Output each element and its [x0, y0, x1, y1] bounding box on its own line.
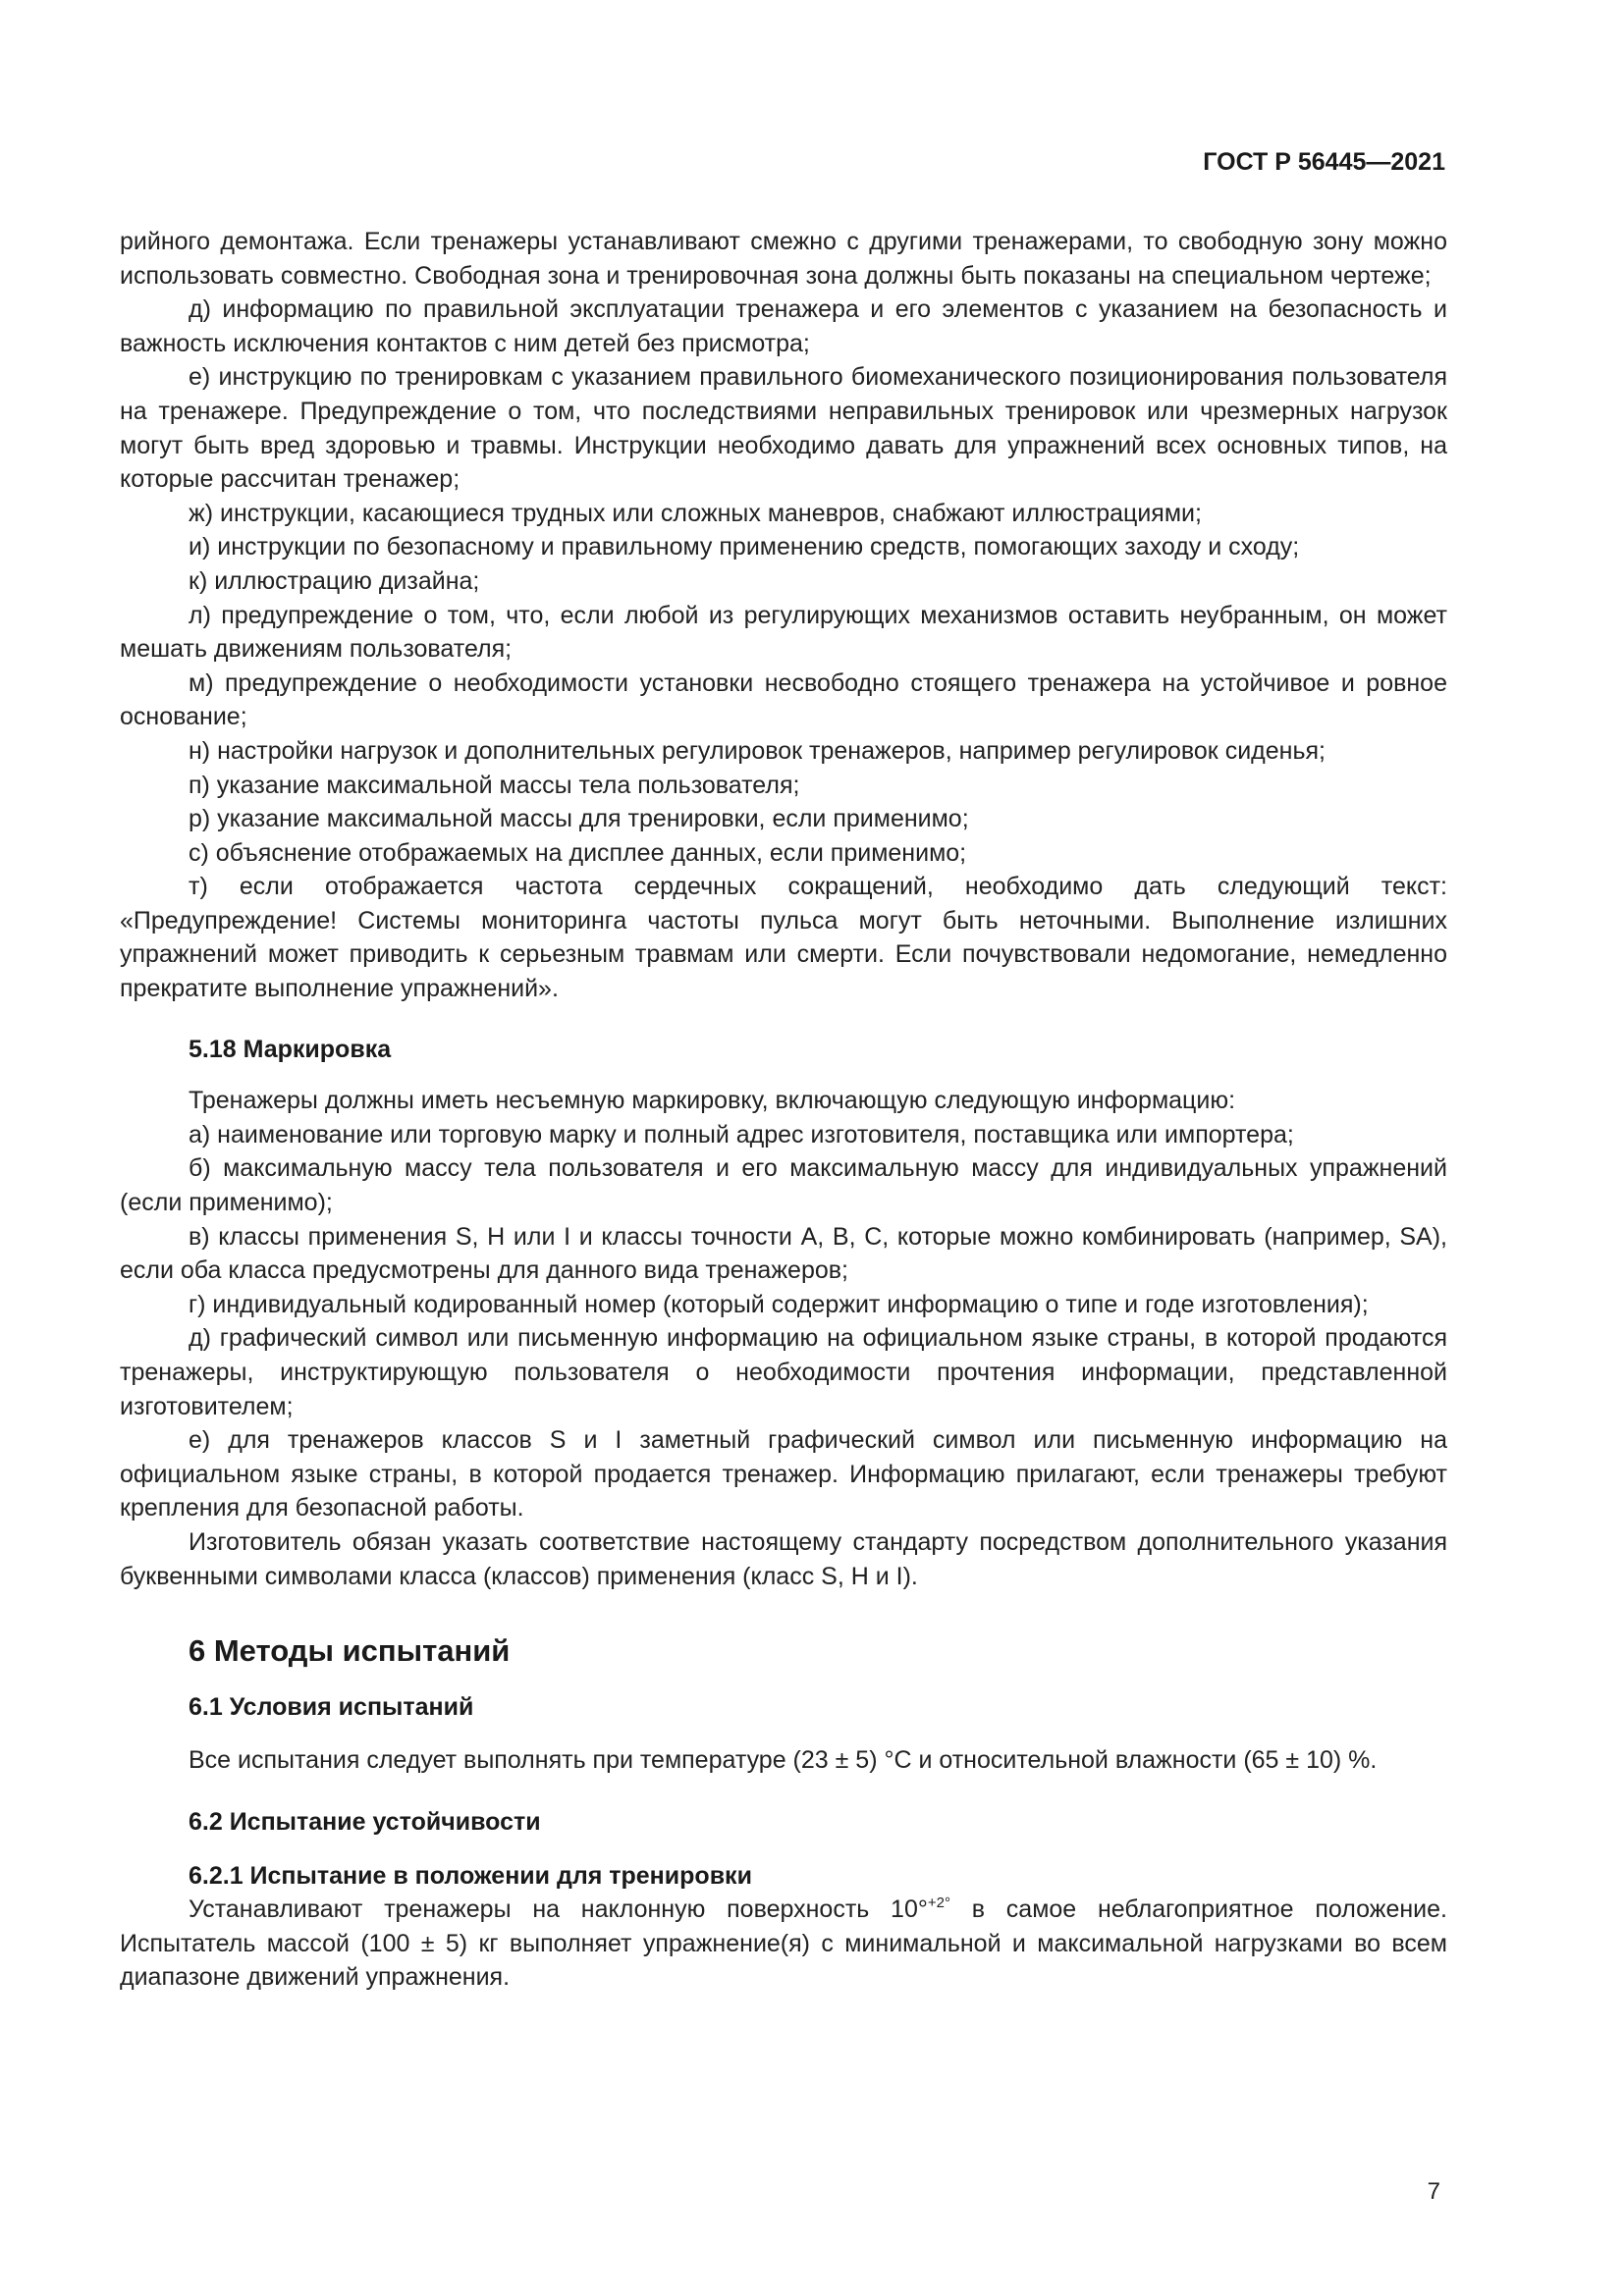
paragraph: в) классы применения S, H или I и классы точности A, B, C, которые можно комбинировать (например, SA), если оба класса предусмотрены для данного вида тренажеров; [120, 1222, 1447, 1285]
paragraph: г) индивидуальный кодированный номер (который содержит информацию о типе и годе изготовления); [189, 1290, 1369, 1318]
paragraph: Тренажеры должны иметь несъемную маркировку, включающую следующую информацию: [189, 1087, 1236, 1115]
paragraph: е) для тренажеров классов S и I заметный графический символ или письменную информацию на официальном языке страны, в которой продается тренажер. Информацию прилагают, если тренажеры требуют крепления для безопасной работы. [120, 1426, 1447, 1522]
section-6-2-heading: 6.2 Испытание устойчивости [189, 1807, 541, 1836]
paragraph: с) объяснение отображаемых на дисплее данных, если применимо; [189, 838, 967, 867]
paragraph: рийного демонтажа. Если тренажеры устанавливают смежно с другими тренажерами, то свободную зону можно использовать совместно. Свободная зона и тренировочная зона должны быть показаны на специальном чертеже; [120, 228, 1447, 290]
top-paragraphs [120, 225, 1447, 1006]
section-5-18-heading: 5.18 Маркировка [189, 1035, 392, 1063]
section-5-18-body [120, 1084, 1447, 1593]
angle-tolerance-superscript: +2° [927, 1895, 950, 1912]
page-number: 7 [1427, 2178, 1440, 2205]
paragraph: р) указание максимальной массы для тренировки, если применимо; [189, 805, 969, 833]
paragraph: и) инструкции по безопасному и правильному применению средств, помогающих заходу и сходу; [189, 533, 1300, 561]
paragraph: а) наименование или торговую марку и полный адрес изготовителя, поставщика или импортера; [189, 1120, 1294, 1148]
page-content [120, 225, 1447, 1995]
paragraph: д) информацию по правильной эксплуатации тренажера и его элементов с указанием на безопасность и важность исключения контактов с ним детей без присмотра; [120, 295, 1447, 357]
paragraph-text-end: в самое неблагоприятное положение. Испытатель массой (100 ± 5) кг выполняет упражнение(я) с минимальной и максимальной нагрузками во всем диапазоне движений упражнения. [120, 1896, 1447, 1992]
document-code: ГОСТ Р 56445—2021 [1203, 148, 1445, 176]
section-6-2-1-heading: 6.2.1 Испытание в положении для тренировки [189, 1861, 752, 1890]
paragraph: д) графический символ или письменную информацию на официальном языке страны, в которой продаются тренажеры, инструктирующую пользователя о необходимости прочтения информации, представленной изготовителем; [120, 1324, 1447, 1420]
section-6-2-1-paragraph [120, 1893, 1447, 1995]
paragraph: б) максимальную массу тела пользователя и его максимальную массу для индивидуальных упражнений (если применимо); [120, 1154, 1447, 1217]
paragraph: к) иллюстрацию дизайна; [189, 566, 480, 595]
paragraph: т) если отображается частота сердечных сокращений, необходимо дать следующий текст: «Предупреждение! Системы мониторинга частоты пульса могут быть неточными. Выполнение излишних упражнений может приводить к серьезным травмам или смерти. Если почувствовали недомогание, немедленно прекратите выполнение упражнений». [120, 873, 1447, 1003]
section-6-1-heading: 6.1 Условия испытаний [189, 1692, 474, 1721]
paragraph: м) предупреждение о необходимости установки несвободно стоящего тренажера на устойчивое и ровное основание; [120, 668, 1447, 731]
paragraph: е) инструкцию по тренировкам с указанием правильного биомеханического позиционирования пользователя на тренажере. Предупреждение о том, что последствиями неправильных тренировок или чрезмерных нагрузок могут быть вред здоровью и травмы. Инструкции необходимо давать для упражнений всех основных типов, на которые рассчитан тренажер; [120, 363, 1447, 494]
paragraph: л) предупреждение о том, что, если любой из регулирующих механизмов оставить неубранным, он может мешать движениям пользователя; [120, 601, 1447, 664]
paragraph: н) настройки нагрузок и дополнительных регулировок тренажеров, например регулировок сиденья; [189, 736, 1326, 765]
section-6-1-paragraph: Все испытания следует выполнять при температуре (23 ± 5) °С и относительной влажности (65 ± 10) %. [189, 1746, 1378, 1775]
section-6-heading: 6 Методы испытаний [189, 1633, 511, 1669]
paragraph: п) указание максимальной массы тела пользователя; [189, 771, 800, 799]
paragraph: Изготовитель обязан указать соответствие настоящему стандарту посредством дополнительного указания буквенными символами класса (классов) применения (класс S, H и I). [120, 1527, 1447, 1590]
paragraph: ж) инструкции, касающиеся трудных или сложных маневров, снабжают иллюстрациями; [189, 499, 1202, 527]
paragraph-text-start: Устанавливают тренажеры на наклонную поверхность 10° [189, 1896, 928, 1924]
